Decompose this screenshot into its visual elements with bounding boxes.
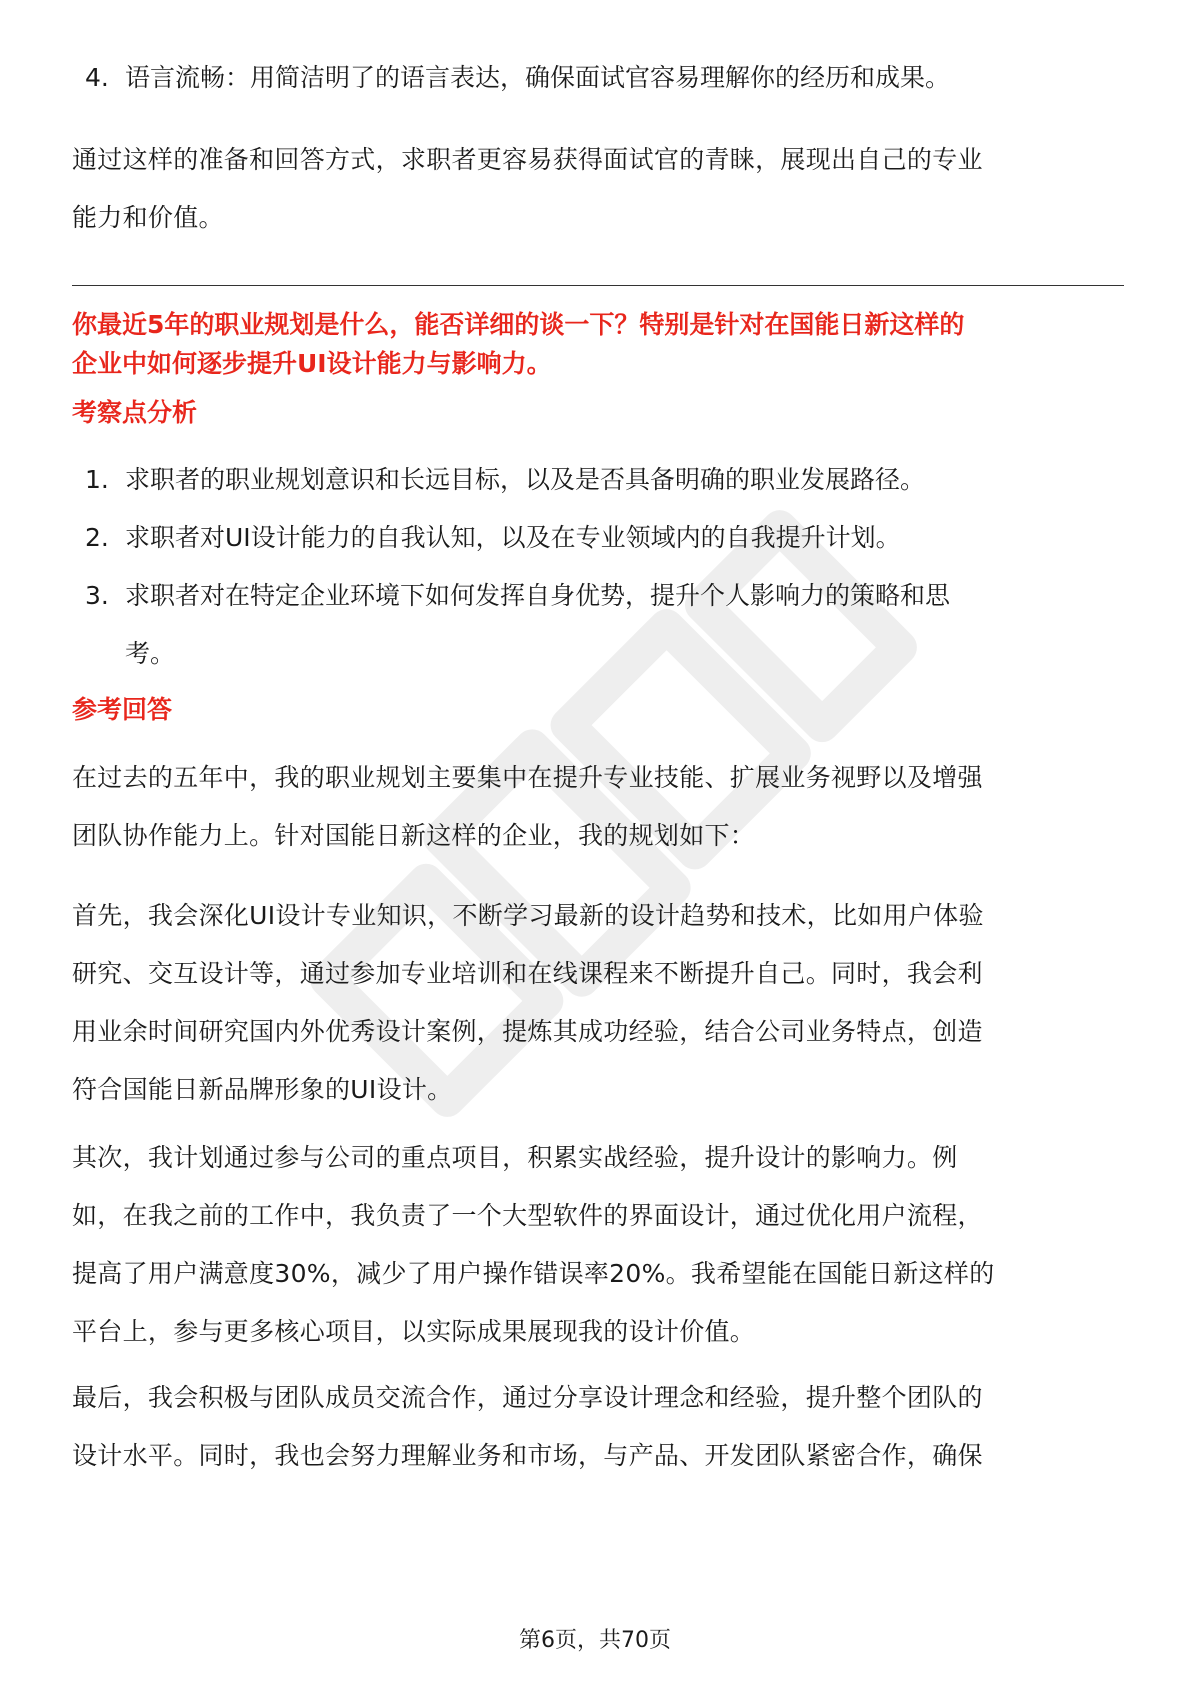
paragraph-line: 设计水平。同时，我也会努力理解业务和市场，与产品、开发团队紧密合作，确保 xyxy=(72,1441,983,1470)
paragraph-line: 平台上，参与更多核心项目，以实际成果展现我的设计价值。 xyxy=(72,1317,756,1346)
list-item-number: 4. xyxy=(85,63,109,92)
page-footer xyxy=(0,1626,1190,1656)
list-item-number: 2. xyxy=(85,523,109,552)
summary-line: 能力和价值。 xyxy=(72,203,224,232)
list-item xyxy=(72,567,1124,683)
list-item-text: 求职者对UI设计能力的自我认知，以及在专业领域内的自我提升计划。 xyxy=(125,523,901,552)
answer-section xyxy=(72,690,1124,730)
list-item xyxy=(72,451,1124,509)
page-number-label: 第6页，共70页 xyxy=(519,1628,671,1653)
paragraph-line: 研究、交互设计等，通过参加专业培训和在线课程来不断提升自己。同时，我会利 xyxy=(72,959,983,988)
paragraph-line: 首先，我会深化UI设计专业知识，不断学习最新的设计趋势和技术，比如用户体验 xyxy=(72,901,984,930)
list-item-text: 语言流畅：用简洁明了的语言表达，确保面试官容易理解你的经历和成果。 xyxy=(125,63,951,92)
paragraph-line: 最后，我会积极与团队成员交流合作，通过分享设计理念和经验，提升整个团队的 xyxy=(72,1383,983,1412)
list-item-text: 求职者对在特定企业环境下如何发挥自身优势，提升个人影响力的策略和思 xyxy=(125,581,951,610)
question-line: 你最近5年的职业规划是什么，能否详细的谈一下？特别是针对在国能日新这样的 xyxy=(72,310,965,339)
analysis-title: 考察点分析 xyxy=(72,398,198,427)
answer-paragraph-1 xyxy=(72,749,1124,865)
paragraph-line: 其次，我计划通过参与公司的重点项目，积累实战经验，提升设计的影响力。例 xyxy=(72,1143,958,1172)
answer-paragraph-3 xyxy=(72,1129,1124,1361)
summary-paragraph xyxy=(72,131,1124,247)
section-divider xyxy=(72,285,1124,286)
list-item xyxy=(72,509,1124,567)
analysis-section xyxy=(72,393,1124,433)
summary-line: 通过这样的准备和回答方式，求职者更容易获得面试官的青睐，展现出自己的专业 xyxy=(72,145,983,174)
paragraph-line: 团队协作能力上。针对国能日新这样的企业，我的规划如下： xyxy=(72,821,756,850)
paragraph-line: 用业余时间研究国内外优秀设计案例，提炼其成功经验，结合公司业务特点，创造 xyxy=(72,1017,983,1046)
paragraph-line: 符合国能日新品牌形象的UI设计。 xyxy=(72,1075,453,1104)
list-item-number: 1. xyxy=(85,465,109,494)
previous-list xyxy=(72,49,1124,107)
answer-paragraph-4 xyxy=(72,1369,1124,1485)
answer-title: 参考回答 xyxy=(72,695,173,724)
answer-paragraph-2 xyxy=(72,887,1124,1119)
list-item-text-continued: 考。 xyxy=(125,639,176,668)
list-item-number: 3. xyxy=(85,581,109,610)
paragraph-line: 提高了用户满意度30%，减少了用户操作错误率20%。我希望能在国能日新这样的 xyxy=(72,1259,995,1288)
paragraph-line: 如，在我之前的工作中，我负责了一个大型软件的界面设计，通过优化用户流程， xyxy=(72,1201,983,1230)
list-item xyxy=(72,49,1124,107)
paragraph-line: 在过去的五年中，我的职业规划主要集中在提升专业技能、扩展业务视野以及增强 xyxy=(72,763,983,792)
question-line: 企业中如何逐步提升UI设计能力与影响力。 xyxy=(72,349,552,378)
list-item-text: 求职者的职业规划意识和长远目标，以及是否具备明确的职业发展路径。 xyxy=(125,465,926,494)
interview-question xyxy=(72,305,1124,383)
analysis-list xyxy=(72,451,1124,683)
